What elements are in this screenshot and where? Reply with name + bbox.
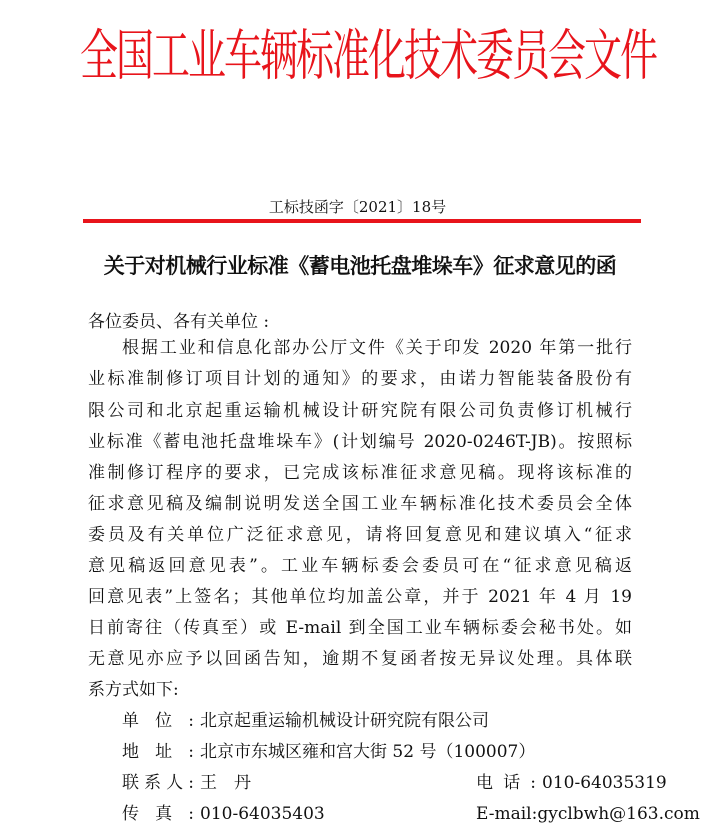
phone-label: 电话: [476,773,536,793]
body-line: 委员及有关单位广泛征求意见，请将回复意见和建议填入“征求 [88,525,632,545]
org-title: 全国工业车辆标准化技术委员会文件 [80,23,657,88]
body-line: 限公司和北京起重运输机械设计研究院有限公司负责修订机械行 [88,401,632,421]
person-value: 王 丹 [200,773,251,793]
body-line: 回意见表”上签名；其他单位均加盖公章，并于 2021 年 4 月 19 [88,587,632,607]
phone-value: 010-64035319 [542,773,667,793]
body-line: 征求意见稿及编制说明发送全国工业车辆标准化技术委员会全体 [88,494,632,514]
unit-value: 北京起重运输机械设计研究院有限公司 [200,711,489,731]
fax-label: 传真: [122,804,194,824]
body-line: 意见稿返回意见表”。工业车辆标委会委员可在“征求意见稿返 [88,556,632,576]
fax-value: 010-64035403 [200,804,325,824]
unit-label: 单位: [122,711,194,731]
red-divider [83,219,641,223]
contact-fax-row [122,803,700,825]
email-label: E-mail: [476,804,538,824]
contact-person-row [122,772,667,794]
body-line: 系方式如下: [88,680,179,700]
email-value[interactable]: gyclbwh@163.com [537,804,700,824]
body-line: 无意见亦应予以回函告知，逾期不复函者按无异议处理。具体联 [88,649,632,669]
address-label: 地址: [122,742,194,762]
body-line: 日前寄往（传真至）或 E-mail 到全国工业车辆标委会秘书处。如 [88,618,632,638]
body-line: 业标准制修订项目计划的通知》的要求，由诺力智能装备股份有 [88,369,632,389]
body-line: 根据工业和信息化部办公厅文件《关于印发 2020 年第一批行 [122,338,632,358]
doc-heading: 关于对机械行业标准《蓄电池托盘堆垛车》征求意见的函 [103,253,617,278]
body-line: 业标准《蓄电池托盘堆垛车》(计划编号 2020-0246T-JB)。按照标 [88,432,632,452]
doc-number: 工标技函字〔2021〕18号 [268,198,447,216]
body-line: 准制修订程序的要求，已完成该标准征求意见稿。现将该标准的 [88,463,632,483]
address-value: 北京市东城区雍和宫大街 52 号（100007） [200,742,536,762]
contact-address [122,741,535,763]
email-group [476,803,700,825]
person-label: 联系人: [122,773,194,793]
contact-unit [122,710,489,732]
phone-group [476,772,667,794]
salutation: 各位委员、各有关单位 : [88,312,270,332]
